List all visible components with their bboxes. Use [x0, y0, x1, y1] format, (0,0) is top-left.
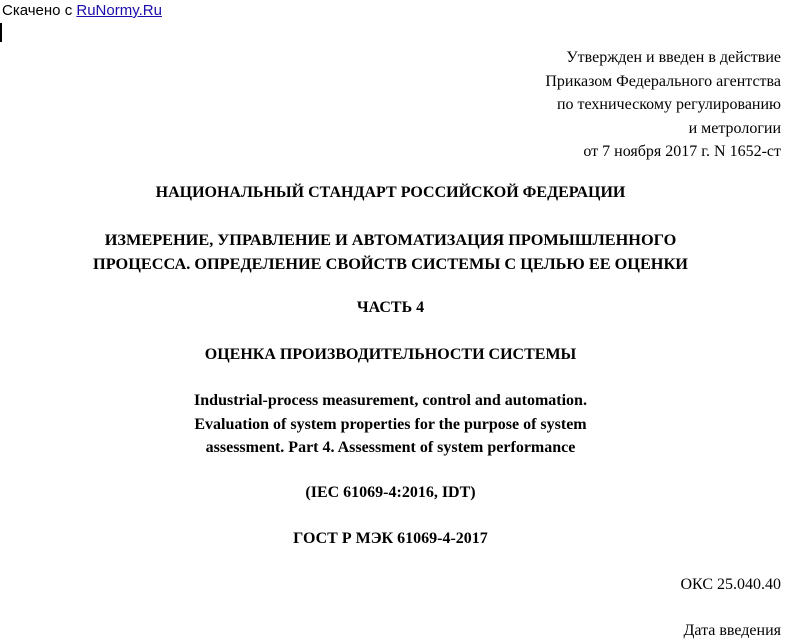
approval-line: по техническому регулированию — [556, 96, 781, 113]
standard-heading — [0, 181, 781, 205]
standard-heading-text: НАЦИОНАЛЬНЫЙ СТАНДАРТ РОССИЙСКОЙ ФЕДЕРАЦИИ — [155, 184, 626, 201]
iec-reference — [0, 481, 781, 505]
title-line: ИЗМЕРЕНИЕ, УПРАВЛЕНИЕ И АВТОМАТИЗАЦИЯ ПРОМЫШЛЕННОГО — [104, 230, 677, 249]
approval-line: Приказом Федерального агентства — [545, 72, 781, 90]
runormy-link[interactable]: RuNormy.Ru — [76, 2, 162, 19]
document-title — [0, 228, 781, 275]
source-line — [2, 2, 162, 20]
part-title-text: ОЦЕНКА ПРОИЗВОДИТЕЛЬНОСТИ СИСТЕМЫ — [204, 346, 577, 363]
part-title — [0, 343, 781, 367]
intro-date-label: Дата введения — [683, 622, 781, 639]
title-line: ПРОЦЕССА. ОПРЕДЕЛЕНИЕ СВОЙСТВ СИСТЕМЫ С ЦЕЛЬЮ ЕЕ ОЦЕНКИ — [93, 253, 688, 273]
text-cursor — [0, 23, 2, 42]
source-prefix: Скачено с — [2, 2, 73, 19]
english-title-line: Industrial-process measurement, control and automation. — [194, 392, 587, 409]
approval-line: от 7 ноября 2017 г. N 1652-ст — [583, 143, 781, 160]
part-number-text: ЧАСТЬ 4 — [356, 299, 425, 316]
approval-line: Утвержден и введен в действие — [566, 49, 781, 66]
oks-code: ОКС 25.040.40 — [680, 576, 781, 593]
approval-line: и метрологии — [688, 119, 781, 137]
gost-designation-text: ГОСТ Р МЭК 61069-4-2017 — [293, 530, 488, 547]
approval-block — [545, 46, 781, 164]
iec-reference-text: (IEC 61069-4:2016, IDT) — [305, 484, 476, 501]
gost-designation — [0, 527, 781, 551]
english-title-line: Evaluation of system properties for the purpose of system — [194, 415, 587, 433]
part-number — [0, 296, 781, 320]
english-title-line: assessment. Part 4. Assessment of system performance — [205, 439, 576, 456]
english-title — [0, 389, 781, 460]
